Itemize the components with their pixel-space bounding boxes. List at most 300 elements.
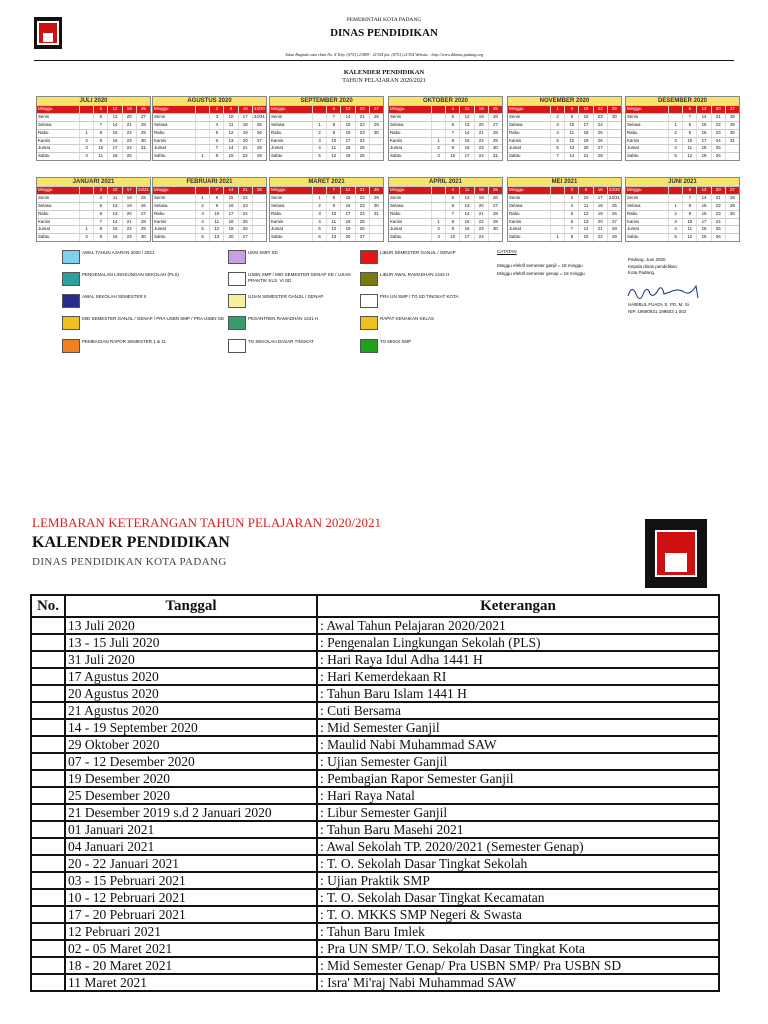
date-cell [252,226,266,233]
date-cell: 13 [107,114,121,121]
row-description-cell: : Hari Raya Idul Adha 1441 H [317,651,719,668]
week-day-row [389,225,502,233]
week-day-row [270,210,383,218]
day-name: Rabu [154,129,165,135]
date-cell: 21 [474,211,488,218]
date-cell: 1 [312,195,326,202]
row-number-cell [31,617,65,634]
day-name: Senin [390,113,402,119]
row-number-cell [31,719,65,736]
date-cell: 18 [696,226,710,233]
date-cell: 15 [107,226,121,233]
date-cell: 14 [340,114,354,121]
week-day-row [153,194,266,202]
date-cell: 20 [593,219,607,226]
day-name: Minggu [38,187,53,192]
date-cell: 28 [136,219,150,226]
date-cell [725,153,739,160]
month-calendar [507,177,622,242]
date-cell [607,145,621,152]
date-cell [550,195,564,202]
date-cell: 12 [459,114,473,121]
date-cell: 2 [550,114,564,121]
week-day-row [153,210,266,218]
date-cell: 7 [209,187,223,194]
date-cell: 29 [725,122,739,129]
date-cell: 10 [209,211,223,218]
day-name: Jumat [154,145,166,151]
date-cell: 23 [593,114,607,121]
date-cell: 18 [340,219,354,226]
legend-swatch [62,339,80,353]
date-cell: 9 [223,106,237,113]
date-cell: 21 [711,114,725,121]
date-cell: 10 [223,114,237,121]
date-cell: 13 [696,187,710,194]
day-name: Sabtu [509,234,521,240]
date-cell: 6 [93,114,107,121]
date-cell: 31 [725,138,739,145]
date-cell [252,219,266,226]
date-cell: 15 [340,122,354,129]
date-cell: 1 [550,234,564,241]
date-cell: 31 [136,145,150,152]
date-cell: 6 [195,234,209,241]
date-cell: 8 [326,122,340,129]
date-cell: 4 [445,187,459,194]
date-cell [369,138,383,145]
date-cell: 2 [564,187,578,194]
date-cell: 29 [488,138,502,145]
date-cell: 5 [668,234,682,241]
date-cell: 26 [488,195,502,202]
date-cell: 19 [696,234,710,241]
week-day-row [37,152,150,160]
date-cell: 10 [564,122,578,129]
date-cell: 27 [136,114,150,121]
date-cell: 19 [340,153,354,160]
date-cell: 22 [711,203,725,210]
date-cell: 8 [445,219,459,226]
date-cell [369,153,383,160]
date-cell: 23 [474,145,488,152]
date-cell: 9 [326,130,340,137]
date-cell: 25 [252,122,266,129]
legend-item [228,294,368,308]
date-cell: 21 [122,122,136,129]
date-cell: 11 [578,203,592,210]
date-cell: 13 [326,234,340,241]
day-name: Senin [154,194,166,200]
month-calendar [36,96,151,161]
month-title: APRIL 2021 [389,178,502,186]
date-cell: 17 [340,138,354,145]
week-day-row [37,194,150,202]
date-cell: 20 [340,234,354,241]
row-description-cell: : Tahun Baru Imlek [317,923,719,940]
week-day-row [153,218,266,226]
row-date-cell: 31 Juli 2020 [65,651,317,668]
week-day-row [270,202,383,210]
date-cell: 19 [122,203,136,210]
date-cell: 23 [122,234,136,241]
date-cell: 16 [459,226,473,233]
date-cell: 19 [238,130,252,137]
date-cell [550,187,564,194]
date-cell: 28 [725,195,739,202]
day-name: Minggu [154,106,169,111]
week-day-row [626,202,739,210]
day-name: Minggu [38,106,53,111]
week-day-row [153,233,266,241]
week-day-row [153,129,266,137]
day-name: Selasa [627,121,641,127]
date-cell [79,114,93,121]
calendar-title: KALENDER PENDIDIKAN [343,69,425,76]
week-day-row [389,129,502,137]
day-name: Sabtu [390,234,402,240]
date-cell: 19 [696,153,710,160]
date-cell: 10 [326,138,340,145]
date-cell [195,130,209,137]
date-cell: 29 [136,130,150,137]
week-day-row [626,186,739,194]
date-cell [79,203,93,210]
date-cell: 10 [326,211,340,218]
week-day-row [270,144,383,152]
date-cell: 5 [209,130,223,137]
date-cell: 27 [725,106,739,113]
week-day-row [626,129,739,137]
date-cell: 24 [355,211,369,218]
signature-name: HABIBUL FUADI, S. PD. M. Si [628,302,689,307]
week-day-row [153,105,266,113]
date-cell: 16 [223,203,237,210]
date-cell: 16 [340,130,354,137]
date-cell: 20 [474,122,488,129]
day-name: Rabu [390,210,401,216]
date-cell: 11 [682,145,696,152]
date-cell: 15 [223,153,237,160]
row-description-cell: : Mid Semester Ganjil [317,719,719,736]
legend-item [62,272,232,286]
legend-label: RAPAT KENAIKAN KELAS [380,316,435,321]
date-cell: 17 [696,219,710,226]
day-name: Senin [271,194,283,200]
date-cell: 2 [79,138,93,145]
date-cell: 15 [578,234,592,241]
date-cell: 9 [564,114,578,121]
date-cell: 1 [668,122,682,129]
day-name: Minggu [390,106,405,111]
week-day-row [508,225,621,233]
row-number-cell [31,838,65,855]
row-date-cell: 25 Desember 2020 [65,787,317,804]
date-cell: 21 [238,187,252,194]
legend-label: PENGENALAN LINGKUNGAN SEKOLAH (PLS) [82,272,180,277]
day-name: Jumat [154,226,166,232]
week-day-row [37,225,150,233]
date-cell [725,145,739,152]
row-date-cell: 07 - 12 Desember 2020 [65,753,317,770]
date-cell: 3 [195,211,209,218]
day-name: Senin [390,194,402,200]
month-calendar [388,177,503,242]
date-cell: 8 [564,106,578,113]
day-name: Senin [627,194,639,200]
row-description-cell: : T. O. MKKS SMP Negeri & Swasta [317,906,719,923]
date-cell: 16 [696,211,710,218]
date-cell: 17 [122,187,136,194]
day-name: Selasa [154,202,168,208]
day-name: Rabu [38,210,49,216]
date-cell: 1 [79,130,93,137]
date-cell: 18 [107,153,121,160]
date-cell: 16 [340,203,354,210]
day-name: Jumat [38,145,50,151]
date-cell: 13 [459,122,473,129]
date-cell: 24/31 [136,187,150,194]
date-cell: 7 [682,114,696,121]
row-date-cell: 04 Januari 2021 [65,838,317,855]
week-day-row [270,129,383,137]
day-name: Kamis [271,137,284,143]
date-cell: 10 [578,195,592,202]
date-cell [79,122,93,129]
legend-item [62,339,232,353]
row-date-cell: 21 Desember 2019 s.d 2 Januari 2020 [65,804,317,821]
date-cell: 13 [696,106,710,113]
date-cell: 30 [136,138,150,145]
date-cell: 3 [550,122,564,129]
sheet-main-title: KALENDER PENDIDIKAN [32,534,230,551]
day-name: Kamis [38,137,51,143]
month-title: NOVEMBER 2020 [508,97,621,105]
date-cell: 29 [607,234,621,241]
date-cell: 6 [326,106,340,113]
week-day-row [626,225,739,233]
week-day-row [270,137,383,145]
date-cell [668,187,682,194]
row-description-cell: : T. O. Sekolah Dasar Tingkat Sekolah [317,855,719,872]
date-cell: 4 [195,219,209,226]
row-date-cell: 19 Desember 2020 [65,770,317,787]
date-cell: 8 [209,153,223,160]
date-cell: 9 [682,211,696,218]
date-cell: 23 [122,138,136,145]
dept-title: DINAS PENDIDIKAN [330,27,438,39]
row-description-cell: : Awal Tahun Pelajaran 2020/2021 [317,617,719,634]
month-title: FEBRUARI 2021 [153,178,266,186]
week-day-row [153,225,266,233]
date-cell: 18 [474,106,488,113]
date-cell: 25 [711,145,725,152]
week-day-row [153,202,266,210]
date-cell: 6 [682,187,696,194]
legend-label: MID SEMESTER GANJIL / GENAP / PRA USBN SMP / PRA USBN SD [82,316,224,321]
table-row [31,974,719,991]
row-date-cell: 13 - 15 Juli 2020 [65,634,317,651]
day-name: Sabtu [627,234,639,240]
day-name: Jumat [271,226,283,232]
month-calendar [507,96,622,161]
row-number-cell [31,974,65,991]
date-cell: 12 [326,153,340,160]
date-cell [725,219,739,226]
month-calendar [625,96,740,161]
date-cell: 27 [252,138,266,145]
week-day-row [37,210,150,218]
date-cell: 4 [668,226,682,233]
day-name: Jumat [390,226,402,232]
date-cell: 28 [369,187,383,194]
date-cell: 9 [93,234,107,241]
row-number-cell [31,906,65,923]
date-cell: 5 [312,153,326,160]
date-cell [195,145,209,152]
date-cell: 6 [445,122,459,129]
date-cell: 15 [459,138,473,145]
day-name: Senin [509,113,521,119]
date-cell: 14 [459,130,473,137]
schedule-table [30,594,720,992]
date-cell: 5 [445,195,459,202]
day-name: Jumat [271,145,283,151]
week-day-row [389,233,502,241]
week-day-row [37,137,150,145]
date-cell: 17 [578,122,592,129]
date-cell: 17 [223,211,237,218]
date-cell: 18 [578,130,592,137]
day-name: Rabu [509,129,520,135]
date-cell: 22 [355,122,369,129]
date-cell: 28 [607,226,621,233]
date-cell: 26 [607,211,621,218]
date-cell: 23 [711,130,725,137]
signature-role: Kepala dinas pendidikan [628,264,678,269]
row-number-cell [31,634,65,651]
date-cell: 29 [369,122,383,129]
date-cell: 20 [223,234,237,241]
week-day-row [389,137,502,145]
date-cell: 3 [431,234,445,241]
day-name: Selasa [509,121,523,127]
date-cell [79,187,93,194]
legend-swatch [360,250,378,264]
week-day-row [37,129,150,137]
date-cell: 3 [431,153,445,160]
date-cell: 26 [593,138,607,145]
week-day-row [37,144,150,152]
day-name: Selasa [509,202,523,208]
date-cell: 8 [326,195,340,202]
date-cell: 23/30 [607,187,621,194]
row-date-cell: 18 - 20 Maret 2021 [65,957,317,974]
date-cell: 22 [122,226,136,233]
date-cell: 24 [474,234,488,241]
date-cell: 17 [238,114,252,121]
date-cell [312,106,326,113]
day-name: Sabtu [38,234,50,240]
date-cell: 2 [312,203,326,210]
date-cell: 29 [488,219,502,226]
week-day-row [508,152,621,160]
day-name: Senin [271,113,283,119]
legend-item [360,294,500,308]
date-cell: 10 [682,219,696,226]
date-cell [431,130,445,137]
row-date-cell: 29 Oktober 2020 [65,736,317,753]
date-cell: 25 [122,153,136,160]
date-cell: 2 [668,211,682,218]
day-name: Selasa [38,202,52,208]
date-cell [312,187,326,194]
week-day-row [626,113,739,121]
week-day-row [508,137,621,145]
date-cell: 30 [725,211,739,218]
date-cell: 10 [682,138,696,145]
date-cell: 28 [593,153,607,160]
table-row [31,855,719,872]
row-description-cell: : Libur Semester Ganjil [317,804,719,821]
date-cell: 11 [209,219,223,226]
date-cell [195,138,209,145]
row-description-cell: : Awal Sekolah TP. 2020/2021 (Semester Genap) [317,838,719,855]
date-cell: 8 [209,195,223,202]
month-title: MARET 2021 [270,178,383,186]
date-cell [725,234,739,241]
row-number-cell [31,736,65,753]
date-cell: 26 [355,153,369,160]
legend-swatch [360,294,378,308]
date-cell: 31 [488,153,502,160]
date-cell: 24 [238,211,252,218]
row-number-cell [31,940,65,957]
date-cell: 6 [550,145,564,152]
handwritten-signature [626,280,706,302]
date-cell: 20 [122,211,136,218]
date-cell: 11 [459,106,473,113]
day-name: Minggu [271,106,286,111]
week-day-row [626,210,739,218]
legend-label: PESANTREN RAMADHAN 1441 H [248,316,319,321]
date-cell: 23 [238,203,252,210]
date-cell: 3 [79,145,93,152]
legend-item [360,250,500,264]
table-row [31,838,719,855]
date-cell: 28 [725,114,739,121]
row-date-cell: 20 - 22 Januari 2021 [65,855,317,872]
row-date-cell: 02 - 05 Maret 2021 [65,940,317,957]
day-name: Senin [509,194,521,200]
month-title: MEI 2021 [508,178,621,186]
date-cell: 28 [136,122,150,129]
date-cell: 26 [136,106,150,113]
week-day-row [389,218,502,226]
day-name: Selasa [154,121,168,127]
calendar-year: TAHUN PELAJARAN 2020/2021 [342,78,426,84]
date-cell: 9 [209,203,223,210]
date-cell: 29 [607,106,621,113]
row-date-cell: 01 Januari 2021 [65,821,317,838]
date-cell: 26 [136,203,150,210]
date-cell: 19 [474,114,488,121]
row-date-cell: 10 - 12 Pebruari 2021 [65,889,317,906]
date-cell: 11 [564,130,578,137]
week-day-row [153,152,266,160]
date-cell: 14 [107,219,121,226]
date-cell [79,219,93,226]
